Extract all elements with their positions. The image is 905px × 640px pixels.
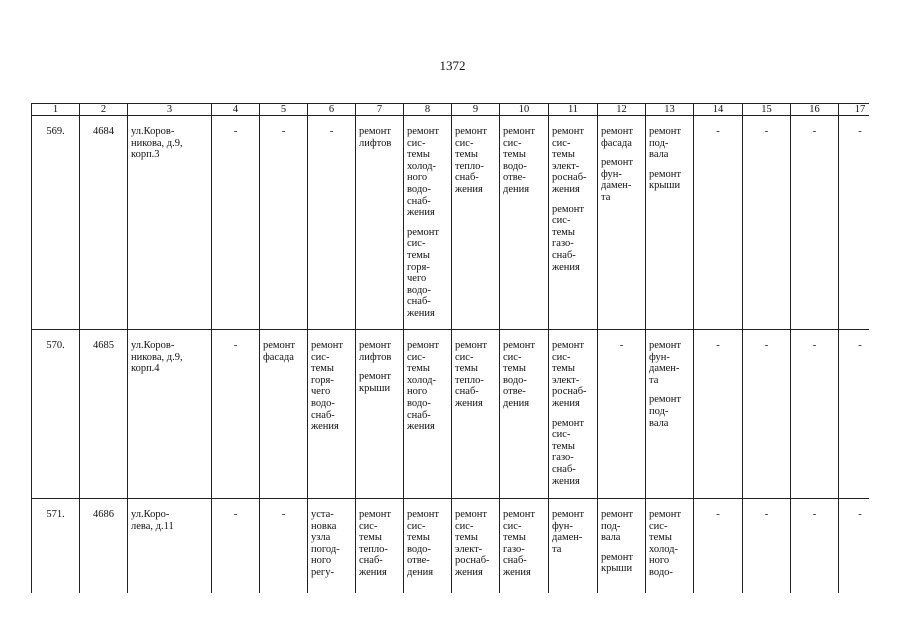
work-item: ремонт фун- дамен- та bbox=[552, 509, 585, 555]
work-item: ремонт крыши bbox=[601, 551, 634, 575]
column-number-4: 4 bbox=[212, 104, 260, 116]
work-item: ремонт фун- дамен- та bbox=[601, 157, 634, 203]
column-number-row bbox=[32, 104, 870, 116]
empty-cell-col-14: - bbox=[694, 116, 743, 330]
work-item: ремонт сис- темы газо- снаб- жения bbox=[552, 417, 585, 487]
column-number-13: 13 bbox=[646, 104, 694, 116]
empty-cell-col-5: - bbox=[260, 116, 308, 330]
empty-cell-col-16: - bbox=[791, 499, 839, 594]
empty-cell-col-17: - bbox=[839, 499, 870, 594]
empty-cell-col-17: - bbox=[839, 330, 870, 499]
work-item: ремонт сис- темы холод- ного водо- снаб- жения bbox=[407, 340, 440, 433]
column-number-10: 10 bbox=[500, 104, 549, 116]
empty-cell-col-4: - bbox=[212, 499, 260, 594]
column-number-3: 3 bbox=[128, 104, 212, 116]
work-item: ремонт под- вала bbox=[649, 394, 682, 429]
work-item: ремонт сис- темы холод- ного водо- bbox=[649, 509, 682, 578]
empty-cell-col-15: - bbox=[743, 499, 791, 594]
work-item: ремонт сис- темы газо- снаб- жения bbox=[503, 509, 536, 578]
address-cell bbox=[128, 330, 212, 499]
column-number-11: 11 bbox=[549, 104, 598, 116]
work-cell-col-8 bbox=[404, 116, 452, 330]
empty-cell-col-14: - bbox=[694, 499, 743, 594]
empty-cell-col-5: - bbox=[260, 499, 308, 594]
register-table bbox=[31, 103, 869, 593]
address-text: ул.Коро- лева, д.11 bbox=[131, 509, 174, 532]
table-row bbox=[32, 116, 870, 330]
work-cell-col-12 bbox=[598, 116, 646, 330]
work-cell-col-7 bbox=[356, 499, 404, 594]
column-number-15: 15 bbox=[743, 104, 791, 116]
work-item: ремонт под- вала bbox=[601, 509, 634, 544]
work-item: ремонт сис- темы тепло- снаб- жения bbox=[359, 509, 392, 578]
page-number: 1372 bbox=[439, 58, 466, 73]
column-number-12: 12 bbox=[598, 104, 646, 116]
object-code-cell: 4684 bbox=[80, 116, 128, 330]
work-cell-col-8 bbox=[404, 499, 452, 594]
work-cell-col-13 bbox=[646, 330, 694, 499]
work-item: ремонт фасада bbox=[263, 340, 296, 363]
address-text: ул.Коров- никова, д.9, корп.4 bbox=[131, 340, 183, 375]
empty-cell-col-15: - bbox=[743, 330, 791, 499]
column-number-16: 16 bbox=[791, 104, 839, 116]
column-number-9: 9 bbox=[452, 104, 500, 116]
work-item: ремонт крыши bbox=[649, 168, 682, 192]
work-item: ремонт сис- темы холод- ного водо- снаб- жения bbox=[407, 126, 440, 219]
address-cell bbox=[128, 499, 212, 594]
work-item: ремонт сис- темы горя- чего водо- снаб- жения bbox=[311, 340, 344, 433]
column-number-1: 1 bbox=[32, 104, 80, 116]
column-number-5: 5 bbox=[260, 104, 308, 116]
work-item: ремонт сис- темы элект- роснаб- жения bbox=[552, 126, 587, 195]
empty-cell-col-6: - bbox=[308, 116, 356, 330]
empty-cell-col-16: - bbox=[791, 116, 839, 330]
work-item: ремонт сис- темы тепло- снаб- жения bbox=[455, 340, 488, 409]
empty-cell-col-12: - bbox=[598, 330, 646, 499]
work-item: ремонт сис- темы водо- отве- дения bbox=[503, 340, 536, 409]
work-item: ремонт лифтов bbox=[359, 340, 392, 363]
work-item: ремонт под- вала bbox=[649, 126, 682, 161]
work-item: ремонт сис- темы тепло- снаб- жения bbox=[455, 126, 488, 195]
work-cell-col-6 bbox=[308, 499, 356, 594]
column-number-8: 8 bbox=[404, 104, 452, 116]
work-item: ремонт лифтов bbox=[359, 126, 392, 149]
work-cell-col-5 bbox=[260, 330, 308, 499]
column-number-2: 2 bbox=[80, 104, 128, 116]
object-code-cell: 4686 bbox=[80, 499, 128, 594]
empty-cell-col-17: - bbox=[839, 116, 870, 330]
work-cell-col-7 bbox=[356, 330, 404, 499]
address-text: ул.Коров- никова, д.9, корп.3 bbox=[131, 126, 183, 161]
work-item: уста- новка узла погод- ного регу- bbox=[311, 509, 340, 578]
work-item: ремонт крыши bbox=[359, 371, 392, 394]
row-number-cell: 569. bbox=[32, 116, 80, 330]
work-cell-col-12 bbox=[598, 499, 646, 594]
work-cell-col-9 bbox=[452, 499, 500, 594]
column-number-17: 17 bbox=[839, 104, 870, 116]
work-item: ремонт сис- темы элект- роснаб- жения bbox=[455, 509, 490, 578]
work-cell-col-9 bbox=[452, 330, 500, 499]
work-cell-col-10 bbox=[500, 116, 549, 330]
work-item: ремонт сис- темы водо- отве- дения bbox=[503, 126, 536, 195]
work-cell-col-10 bbox=[500, 499, 549, 594]
empty-cell-col-4: - bbox=[212, 116, 260, 330]
empty-cell-col-4: - bbox=[212, 330, 260, 499]
work-cell-col-11 bbox=[549, 330, 598, 499]
table-row bbox=[32, 330, 870, 499]
work-cell-col-11 bbox=[549, 499, 598, 594]
empty-cell-col-15: - bbox=[743, 116, 791, 330]
work-item: ремонт сис- темы горя- чего водо- снаб- жения bbox=[407, 226, 440, 319]
row-number-cell: 571. bbox=[32, 499, 80, 594]
address-cell bbox=[128, 116, 212, 330]
empty-cell-col-16: - bbox=[791, 330, 839, 499]
work-item: ремонт сис- темы элект- роснаб- жения bbox=[552, 340, 587, 409]
column-number-6: 6 bbox=[308, 104, 356, 116]
work-item: ремонт фасада bbox=[601, 126, 634, 149]
object-code-cell: 4685 bbox=[80, 330, 128, 499]
column-number-14: 14 bbox=[694, 104, 743, 116]
work-item: ремонт сис- темы газо- снаб- жения bbox=[552, 203, 585, 273]
work-cell-col-10 bbox=[500, 330, 549, 499]
work-cell-col-6 bbox=[308, 330, 356, 499]
column-number-7: 7 bbox=[356, 104, 404, 116]
table-row bbox=[32, 499, 870, 594]
work-item: ремонт фун- дамен- та bbox=[649, 340, 682, 386]
work-cell-col-13 bbox=[646, 499, 694, 594]
work-cell-col-8 bbox=[404, 330, 452, 499]
row-number-cell: 570. bbox=[32, 330, 80, 499]
work-cell-col-11 bbox=[549, 116, 598, 330]
empty-cell-col-14: - bbox=[694, 330, 743, 499]
register-table-wrap bbox=[31, 103, 869, 593]
work-cell-col-7 bbox=[356, 116, 404, 330]
work-item: ремонт сис- темы водо- отве- дения bbox=[407, 509, 440, 578]
table-body bbox=[32, 116, 870, 594]
work-cell-col-9 bbox=[452, 116, 500, 330]
work-cell-col-13 bbox=[646, 116, 694, 330]
